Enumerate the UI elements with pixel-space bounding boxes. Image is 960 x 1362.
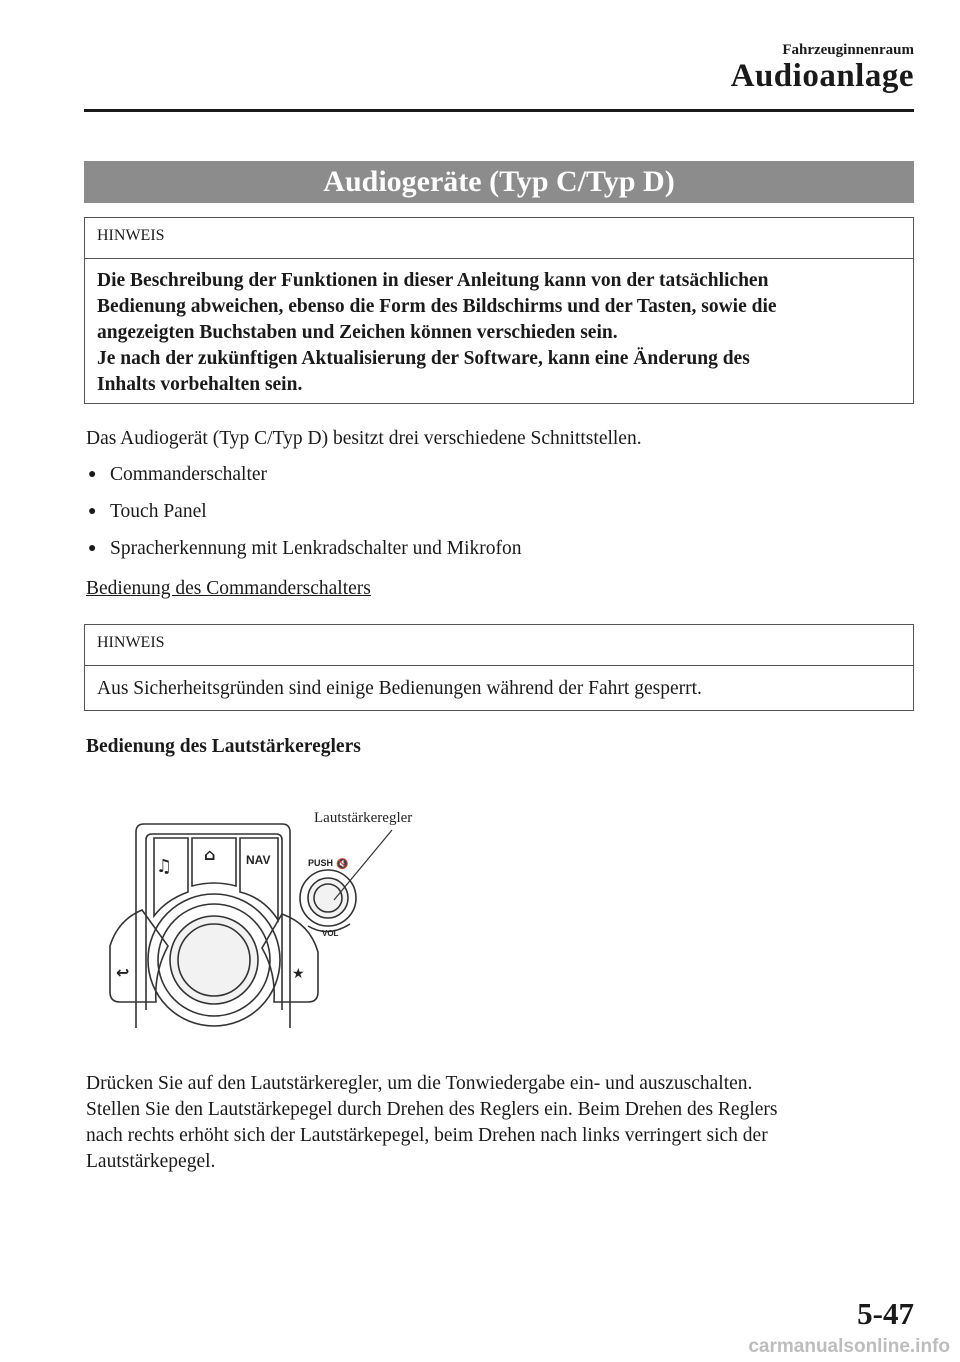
commander-switch-figure: [96, 796, 456, 1036]
vol-label: VOL: [322, 929, 339, 938]
note-1-heading: HINWEIS: [85, 218, 913, 259]
page-number: 5-47: [857, 1296, 914, 1331]
page-title: Audiogeräte (Typ C/Typ D): [84, 161, 914, 203]
bullet-text: Spracherkennung mit Lenkradschalter und Mikrofon: [110, 538, 522, 559]
favorite-icon: ★: [292, 966, 305, 982]
bullet-text: Commanderschalter: [110, 464, 268, 485]
note-1-line: angezeigten Buchstaben und Zeichen können verschieden sein.: [97, 322, 618, 343]
body-line: Lautstärkepegel.: [86, 1151, 216, 1172]
header-chapter: Audioanlage: [730, 58, 914, 94]
note-2-body: Aus Sicherheitsgründen sind einige Bedienungen während der Fahrt gesperrt.: [97, 678, 702, 699]
bullet-dot: ●: [88, 504, 97, 519]
commander-switch-illustration: [96, 796, 456, 1036]
note-1-line: Je nach der zukünftigen Aktualisierung der Software, kann eine Änderung des: [97, 348, 750, 369]
watermark: carmanualsonline.info: [748, 1336, 950, 1357]
bullet-item: [88, 538, 522, 560]
mute-icon: 🔇: [336, 859, 349, 870]
body-line: Drücken Sie auf den Lautstärkeregler, um die Tonwiedergabe ein- und auszuschalten.: [86, 1073, 753, 1094]
intro-paragraph: Das Audiogerät (Typ C/Typ D) besitzt drei verschiedene Schnittstellen.: [86, 428, 642, 449]
bullet-dot: ●: [88, 541, 97, 556]
note-1-line: Bedienung abweichen, ebenso die Form des Bildschirms und der Tasten, sowie die: [97, 296, 777, 317]
nav-button: [240, 838, 278, 920]
header-section: Fahrzeuginnenraum: [782, 42, 914, 58]
note-2-heading: HINWEIS: [85, 625, 913, 666]
home-icon: ⌂: [204, 845, 216, 864]
subsection-heading: Bedienung des Lautstärkereglers: [86, 736, 361, 757]
nav-label: NAV: [246, 853, 271, 867]
note-1-line: Die Beschreibung der Funktionen in dieser Anleitung kann von der tatsächlichen: [97, 270, 769, 291]
section-subheading: Bedienung des Commanderschalters: [86, 578, 371, 599]
push-label: PUSH: [308, 858, 334, 868]
back-icon: ↩: [116, 963, 130, 982]
body-line: nach rechts erhöht sich der Lautstärkepegel, beim Drehen nach links verringert sich der: [86, 1125, 768, 1146]
note-1-line: Inhalts vorbehalten sein.: [97, 374, 303, 395]
note-box-1: [84, 217, 914, 404]
body-line: Stellen Sie den Lautstärkepegel durch Drehen des Reglers ein. Beim Drehen des Reglers: [86, 1099, 778, 1120]
callout-label: Lautstärkeregler: [314, 810, 413, 826]
note-box-2: [84, 624, 914, 711]
header-rule: [84, 109, 914, 112]
bullet-item: [88, 464, 267, 486]
main-dial-knob: [170, 916, 258, 1004]
bullet-item: [88, 501, 207, 523]
music-button: [154, 838, 188, 916]
body-text: [86, 1071, 778, 1175]
bullet-text: Touch Panel: [110, 501, 207, 522]
note-1-body: [85, 259, 913, 408]
music-icon: ♫: [156, 856, 173, 877]
bullet-dot: ●: [88, 467, 97, 482]
